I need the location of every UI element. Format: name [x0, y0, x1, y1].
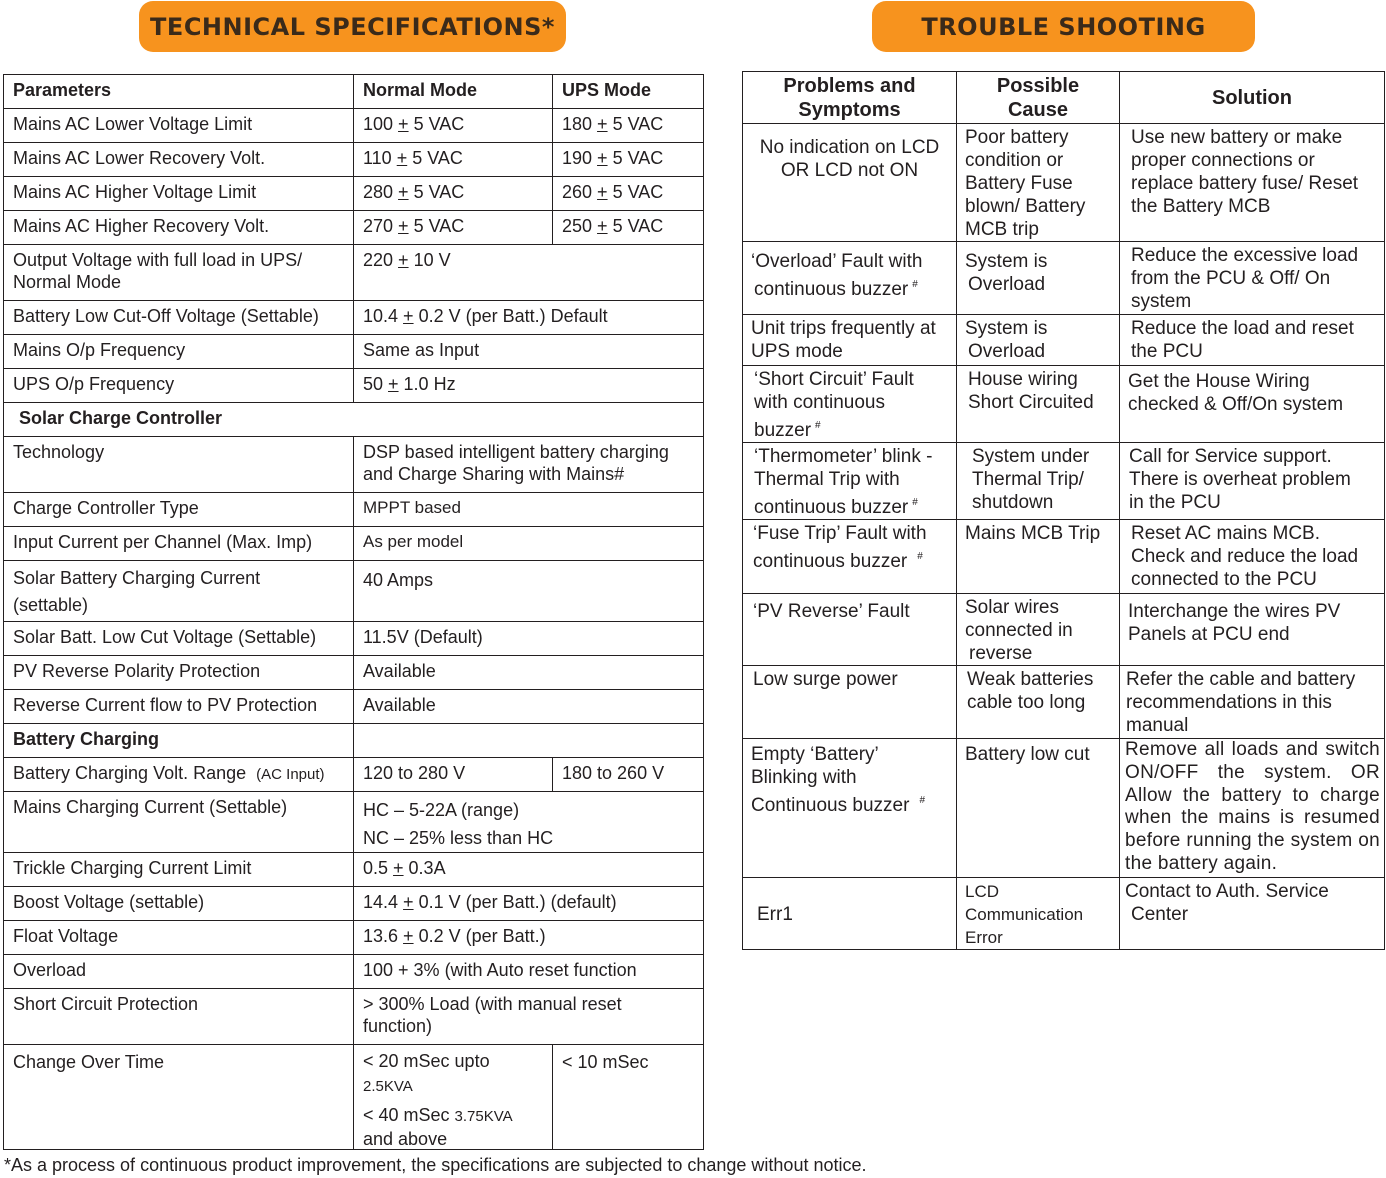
- table-row: [4, 143, 704, 177]
- ups-value: < 10 mSec: [553, 1045, 704, 1150]
- ts-header-row: [743, 72, 1385, 124]
- value: 100 + 3% (with Auto reset function: [354, 955, 704, 989]
- ups-value: 190 + 5 VAC: [553, 143, 704, 177]
- param-label: Mains AC Higher Voltage Limit: [4, 177, 354, 211]
- table-row: [4, 853, 704, 887]
- cause-cell: System is Overload: [957, 242, 1120, 315]
- problem-cell: ‘Fuse Trip’ Fault with continuous buzzer #: [743, 520, 957, 594]
- value: 40 Amps: [354, 561, 704, 622]
- problem-cell: Low surge power: [743, 666, 957, 739]
- table-row: [4, 211, 704, 245]
- technical-specifications-banner: TECHNICAL SPECIFICATIONS*: [139, 1, 566, 52]
- table-row: [4, 369, 704, 403]
- technical-specifications-table: [3, 74, 704, 1150]
- ups-value: 260 + 5 VAC: [553, 177, 704, 211]
- value: As per model: [354, 527, 704, 561]
- solution-cell: Reduce the excessive load from the PCU & Off/ On system: [1120, 242, 1385, 315]
- param-label: Boost Voltage (settable): [4, 887, 354, 921]
- value: Same as Input: [354, 335, 704, 369]
- normal-value: 110 + 5 VAC: [354, 143, 553, 177]
- cause-cell: Mains MCB Trip: [957, 520, 1120, 594]
- table-row: [743, 520, 1385, 594]
- problem-cell: ‘Overload’ Fault with continuous buzzer #: [743, 242, 957, 315]
- table-row: [4, 437, 704, 493]
- table-row: [4, 527, 704, 561]
- param-label: Overload: [4, 955, 354, 989]
- table-row: [743, 739, 1385, 878]
- param-label: Trickle Charging Current Limit: [4, 853, 354, 887]
- header-problems-symptoms: Problems and Symptoms: [743, 72, 957, 124]
- cause-cell: House wiring Short Circuited: [957, 366, 1120, 443]
- param-label: Charge Controller Type: [4, 493, 354, 527]
- problem-cell: ‘PV Reverse’ Fault: [743, 594, 957, 666]
- normal-value: 280 + 5 VAC: [354, 177, 553, 211]
- value: MPPT based: [354, 493, 704, 527]
- value: 13.6 + 0.2 V (per Batt.): [354, 921, 704, 955]
- param-label: Float Voltage: [4, 921, 354, 955]
- value: DSP based intelligent battery charging and Charge Sharing with Mains#: [354, 437, 704, 493]
- table-row: [4, 955, 704, 989]
- value: 0.5 + 0.3A: [354, 853, 704, 887]
- problem-cell: Err1: [743, 878, 957, 950]
- param-label: Mains AC Higher Recovery Volt.: [4, 211, 354, 245]
- table-row: [4, 887, 704, 921]
- problem-cell: ‘Short Circuit’ Fault with continuous buzzer #: [743, 366, 957, 443]
- solution-cell: Use new battery or make proper connections or replace battery fuse/ Reset the Battery MCB: [1120, 124, 1385, 242]
- section-battery-charging: Battery Charging: [4, 724, 354, 758]
- cause-cell: System under Thermal Trip/ shutdown: [957, 443, 1120, 520]
- value: Available: [354, 656, 704, 690]
- ups-value: 250 + 5 VAC: [553, 211, 704, 245]
- problem-cell: ‘Thermometer’ blink - Thermal Trip with continuous buzzer #: [743, 443, 957, 520]
- solution-cell: Refer the cable and battery recommendations in this manual: [1120, 666, 1385, 739]
- table-row: [4, 989, 704, 1045]
- ups-value: 180 + 5 VAC: [553, 109, 704, 143]
- problem-cell: Empty ‘Battery’ Blinking with Continuous buzzer #: [743, 739, 957, 878]
- table-row: [4, 792, 704, 853]
- solution-cell: Remove all loads and switch ON/OFF the system. OR Allow the battery to charge when the mains is resumed before running the system on the battery again.: [1120, 739, 1385, 878]
- table-row: [4, 656, 704, 690]
- param-label: PV Reverse Polarity Protection: [4, 656, 354, 690]
- section-row: [4, 724, 704, 758]
- section-row: [4, 403, 704, 437]
- value: Available: [354, 690, 704, 724]
- table-row: [4, 177, 704, 211]
- param-label: Battery Charging Volt. Range (AC Input): [4, 758, 354, 792]
- spec-header-row: [4, 75, 704, 109]
- section-solar-charge-controller: Solar Charge Controller: [4, 403, 704, 437]
- problem-cell: Unit trips frequently at UPS mode: [743, 315, 957, 366]
- table-row: [743, 366, 1385, 443]
- param-label: Solar Batt. Low Cut Voltage (Settable): [4, 622, 354, 656]
- empty-cell: [354, 724, 704, 758]
- footnote: *As a process of continuous product improvement, the specifications are subjected to change without notice.: [4, 1155, 867, 1175]
- table-row: [743, 315, 1385, 366]
- table-row: [743, 878, 1385, 950]
- cause-cell: Poor battery condition or Battery Fuse blown/ Battery MCB trip: [957, 124, 1120, 242]
- param-label: Reverse Current flow to PV Protection: [4, 690, 354, 724]
- value: HC – 5-22A (range) NC – 25% less than HC: [354, 792, 704, 853]
- table-row: [4, 622, 704, 656]
- cause-cell: Solar wires connected in reverse: [957, 594, 1120, 666]
- value: 50 + 1.0 Hz: [354, 369, 704, 403]
- param-label: Change Over Time: [4, 1045, 354, 1150]
- ups-value: 180 to 260 V: [553, 758, 704, 792]
- normal-value: 270 + 5 VAC: [354, 211, 553, 245]
- solution-cell: Call for Service support. There is overheat problem in the PCU: [1120, 443, 1385, 520]
- value: 220 + 10 V: [354, 245, 704, 301]
- header-solution: Solution: [1120, 72, 1385, 124]
- table-row: [4, 758, 704, 792]
- cause-cell: Battery low cut: [957, 739, 1120, 878]
- normal-value: < 20 mSec upto 2.5KVA < 40 mSec 3.75KVA and above: [354, 1045, 553, 1150]
- value: 11.5V (Default): [354, 622, 704, 656]
- param-label: Battery Low Cut-Off Voltage (Settable): [4, 301, 354, 335]
- cause-cell: System is Overload: [957, 315, 1120, 366]
- param-label: Output Voltage with full load in UPS/ Normal Mode: [4, 245, 354, 301]
- solution-cell: Reduce the load and reset the PCU: [1120, 315, 1385, 366]
- solution-cell: Get the House Wiring checked & Off/On system: [1120, 366, 1385, 443]
- param-label: UPS O/p Frequency: [4, 369, 354, 403]
- header-ups-mode: UPS Mode: [553, 75, 704, 109]
- value: 14.4 + 0.1 V (per Batt.) (default): [354, 887, 704, 921]
- param-label: Input Current per Channel (Max. Imp): [4, 527, 354, 561]
- solution-cell: Interchange the wires PV Panels at PCU end: [1120, 594, 1385, 666]
- table-row: [743, 594, 1385, 666]
- table-row: [743, 242, 1385, 315]
- header-possible-cause: Possible Cause: [957, 72, 1120, 124]
- param-label: Technology: [4, 437, 354, 493]
- cause-cell: Weak batteries cable too long: [957, 666, 1120, 739]
- param-label: Short Circuit Protection: [4, 989, 354, 1045]
- table-row: [4, 301, 704, 335]
- param-label: Mains O/p Frequency: [4, 335, 354, 369]
- table-row: [743, 666, 1385, 739]
- table-row: [743, 124, 1385, 242]
- table-row: [4, 109, 704, 143]
- table-row: [4, 493, 704, 527]
- table-row: [4, 1045, 704, 1150]
- normal-value: 100 + 5 VAC: [354, 109, 553, 143]
- param-label: Mains AC Lower Recovery Volt.: [4, 143, 354, 177]
- header-parameters: Parameters: [4, 75, 354, 109]
- param-label: Mains AC Lower Voltage Limit: [4, 109, 354, 143]
- header-normal-mode: Normal Mode: [354, 75, 553, 109]
- table-row: [4, 690, 704, 724]
- solution-cell: Contact to Auth. Service Center: [1120, 878, 1385, 950]
- value: 10.4 + 0.2 V (per Batt.) Default: [354, 301, 704, 335]
- table-row: [4, 245, 704, 301]
- table-row: [4, 335, 704, 369]
- trouble-shooting-banner: TROUBLE SHOOTING: [872, 1, 1255, 52]
- param-label: Mains Charging Current (Settable): [4, 792, 354, 853]
- cause-cell: LCD Communication Error: [957, 878, 1120, 950]
- table-row: [4, 561, 704, 622]
- problem-cell: No indication on LCD OR LCD not ON: [743, 124, 957, 242]
- normal-value: 120 to 280 V: [354, 758, 553, 792]
- value: > 300% Load (with manual reset function): [354, 989, 704, 1045]
- trouble-shooting-table: [742, 71, 1385, 950]
- table-row: [4, 921, 704, 955]
- solution-cell: Reset AC mains MCB. Check and reduce the load connected to the PCU: [1120, 520, 1385, 594]
- table-row: [743, 443, 1385, 520]
- param-label: Solar Battery Charging Current (settable): [4, 561, 354, 622]
